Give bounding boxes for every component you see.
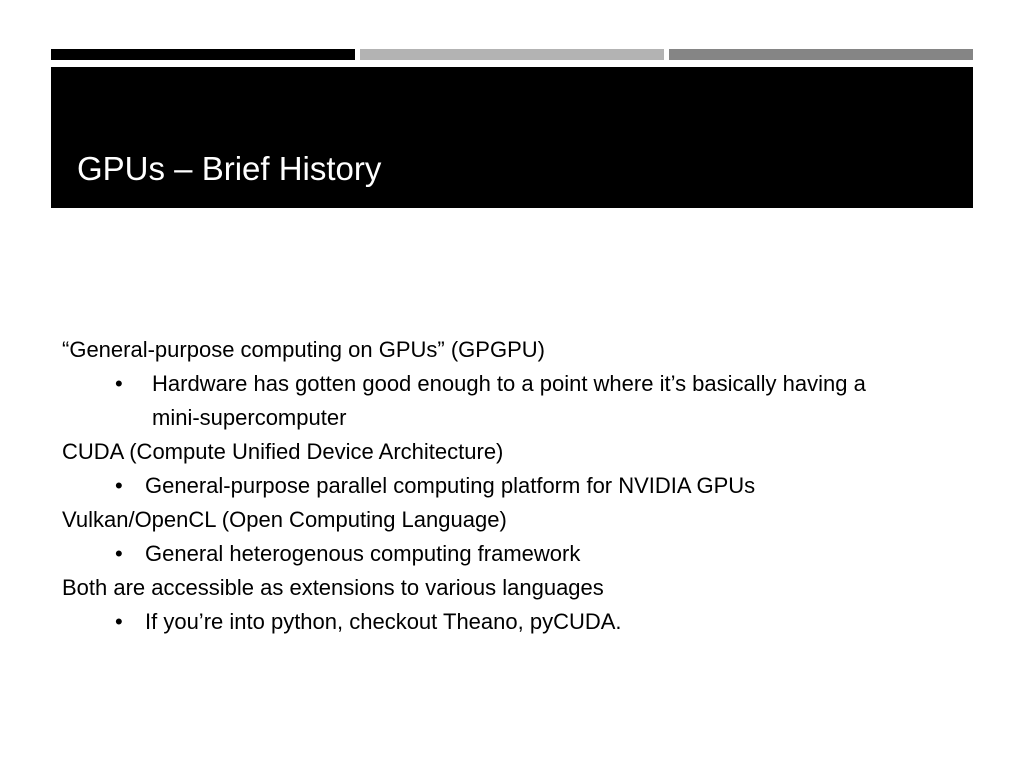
list-subitem-hardware xyxy=(62,367,912,435)
list-item-extensions xyxy=(62,571,962,605)
list-item-text: Both are accessible as extensions to various languages xyxy=(62,575,604,600)
list-item-text: If you’re into python, checkout Theano, pyCUDA. xyxy=(145,609,622,634)
list-subitem-python xyxy=(62,605,962,639)
list-subitem-framework xyxy=(62,537,962,571)
body-bullet-list xyxy=(62,333,962,639)
list-subitem-cuda-platform xyxy=(62,469,962,503)
bullet-icon: • xyxy=(115,371,123,396)
list-item-text: Hardware has gotten good enough to a point where it’s basically having a mini-supercomputer xyxy=(152,371,866,430)
accent-bar-gray xyxy=(669,49,973,60)
title-band xyxy=(51,67,973,208)
list-item-text: General heterogenous computing framework xyxy=(145,541,581,566)
accent-bar-black xyxy=(51,49,355,60)
list-item-text: “General-purpose computing on GPUs” (GPGPU) xyxy=(62,337,545,362)
list-item-gpgpu xyxy=(62,333,962,367)
accent-bar-light-gray xyxy=(360,49,664,60)
list-item-vulkan-opencl xyxy=(62,503,962,537)
list-item-text: CUDA (Compute Unified Device Architecture) xyxy=(62,439,504,464)
list-item-text: Vulkan/OpenCL (Open Computing Language) xyxy=(62,507,507,532)
list-item-cuda xyxy=(62,435,962,469)
slide-title: GPUs – Brief History xyxy=(77,150,382,187)
bullet-icon: • xyxy=(115,541,123,566)
list-item-text: General-purpose parallel computing platform for NVIDIA GPUs xyxy=(145,473,756,498)
bullet-icon: • xyxy=(115,609,123,634)
bullet-icon: • xyxy=(115,473,123,498)
